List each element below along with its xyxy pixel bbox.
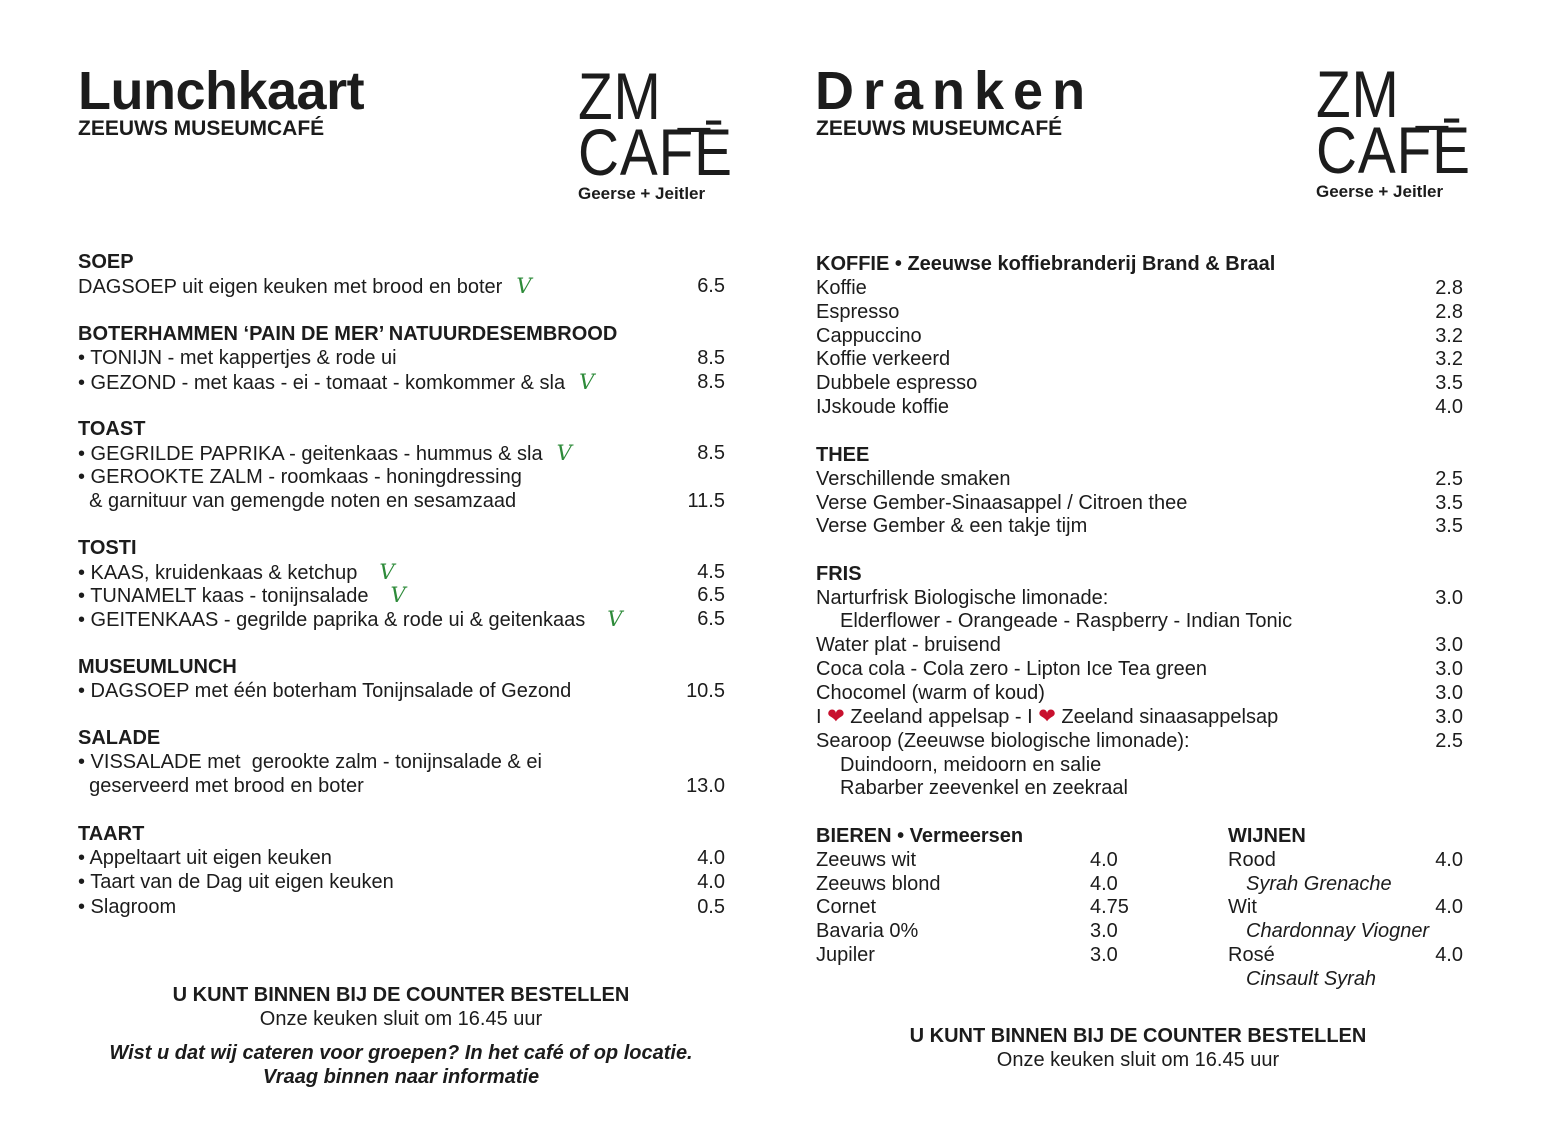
menu-item: IJskoude koffie <box>816 396 950 418</box>
item-label: • TONIJN - met kappertjes & rode ui <box>78 347 397 369</box>
item-price: 2.8 <box>1435 301 1463 323</box>
menu-item-sub: Rabarber zeevenkel en zeekraal <box>840 777 1128 799</box>
heart-icon: ❤ <box>1038 705 1056 728</box>
item-price: 3.5 <box>1435 372 1463 394</box>
vegetarian-icon: V <box>516 274 532 298</box>
logo-tagline: Geerse + Jeitler <box>578 184 706 203</box>
heart-icon: ❤ <box>827 705 845 728</box>
closing-time: Onze keuken sluit om 16.45 uur <box>996 1049 1280 1071</box>
item-price: 6.5 <box>697 608 725 630</box>
logo-line-1: ZM _ <box>578 59 711 133</box>
footer-left <box>60 983 742 1089</box>
item-label: • GEZOND - met kaas - ei - tomaat - komkommer & sla <box>78 372 566 394</box>
item-price: 4.0 <box>697 871 725 893</box>
item-price: 4.0 <box>1435 944 1463 966</box>
vegetarian-icon: V <box>579 370 595 394</box>
menu-item <box>78 607 622 632</box>
menu-item: • Slagroom <box>78 896 177 918</box>
menu-item: • DAGSOEP met één boterham Tonijnsalade of Gezond <box>78 680 572 702</box>
menu-item: • VISSALADE met gerookte zalm - tonijnsalade & ei <box>78 751 542 773</box>
item-price: 2.5 <box>1435 730 1463 752</box>
item-price: 3.0 <box>1435 658 1463 680</box>
menu-item: Verse Gember & een takje tijm <box>816 515 1088 537</box>
menu-item: Zeeuws wit <box>816 849 917 871</box>
logo-line-2: CAFĒ <box>578 115 733 189</box>
vegetarian-icon: V <box>390 583 406 607</box>
vegetarian-icon: V <box>607 607 623 631</box>
item-price: 3.2 <box>1435 325 1463 347</box>
menu-item <box>78 274 532 299</box>
menu-item-sub: Duindoorn, meidoorn en salie <box>840 754 1102 776</box>
item-price: 3.0 <box>1090 944 1118 966</box>
page-title-lunchkaart: Lunchkaart <box>78 61 365 121</box>
menu-item: Verschillende smaken <box>816 468 1011 490</box>
menu-item <box>78 370 594 395</box>
item-price: 4.0 <box>1090 873 1118 895</box>
menu-item: Chocomel (warm of koud) <box>816 682 1045 704</box>
section-heading-wijnen: WIJNEN <box>1228 825 1306 847</box>
item-price: 3.0 <box>1435 682 1463 704</box>
footer-right <box>838 1024 1438 1072</box>
item-label: • GEGRILDE PAPRIKA - geitenkaas - hummus & sla <box>78 443 543 465</box>
subtitle-left: ZEEUWS MUSEUMCAFÉ <box>78 117 325 140</box>
item-price: 0.5 <box>697 896 725 918</box>
vegetarian-icon: V <box>556 441 572 465</box>
menu-item: Rosé <box>1228 944 1275 966</box>
item-price: 6.5 <box>697 275 725 297</box>
menu-item-continued: geserveerd met brood en boter <box>78 775 364 797</box>
catering-notice: Wist u dat wij cateren voor groepen? In het café of op locatie. <box>109 1042 693 1064</box>
menu-item: Searoop (Zeeuwse biologische limonade): <box>816 730 1190 752</box>
item-price: 6.5 <box>697 584 725 606</box>
item-label: • TUNAMELT kaas - tonijnsalade <box>78 585 369 607</box>
item-price: 8.5 <box>697 442 725 464</box>
vegetarian-icon: V <box>379 560 395 584</box>
menu-item: Cappuccino <box>816 325 922 347</box>
menu-item: Bavaria 0% <box>816 920 919 942</box>
item-label: • GEITENKAAS - gegrilde paprika & rode ui & geitenkaas <box>78 609 586 631</box>
section-heading-museumlunch: MUSEUMLUNCH <box>78 656 237 678</box>
menu-item <box>78 560 395 585</box>
item-price: 3.2 <box>1435 348 1463 370</box>
logo-left <box>578 59 733 204</box>
menu-item: Water plat - bruisend <box>816 634 1001 656</box>
section-heading-fris: FRIS <box>816 563 862 585</box>
item-price: 2.5 <box>1435 468 1463 490</box>
menu-item-sub: Elderflower - Orangeade - Raspberry - Indian Tonic <box>840 610 1293 632</box>
menu-item: Zeeuws blond <box>816 873 941 895</box>
menu-item: Rood <box>1228 849 1276 871</box>
menu-item: Jupiler <box>816 944 875 966</box>
item-label: • KAAS, kruidenkaas & ketchup <box>78 562 358 584</box>
item-price: 4.0 <box>697 847 725 869</box>
item-price: 3.0 <box>1435 706 1463 728</box>
wine-grape: Cinsault Syrah <box>1246 968 1377 990</box>
closing-time: Onze keuken sluit om 16.45 uur <box>259 1008 543 1030</box>
menu-item <box>816 705 1278 729</box>
catering-info: Vraag binnen naar informatie <box>262 1066 540 1088</box>
page-title-dranken: Dranken <box>815 61 1095 121</box>
item-price: 4.5 <box>697 561 725 583</box>
item-price: 13.0 <box>686 775 725 797</box>
menu-item: Verse Gember-Sinaasappel / Citroen thee <box>816 492 1188 514</box>
item-price: 4.0 <box>1435 849 1463 871</box>
item-price: 4.0 <box>1090 849 1118 871</box>
item-price: 11.5 <box>687 490 725 512</box>
item-label-part: I <box>816 706 822 728</box>
item-label-part: Zeeland sinaasappelsap <box>1061 706 1279 728</box>
item-label: DAGSOEP uit eigen keuken met brood en boter <box>78 276 503 298</box>
item-label-part: Zeeland appelsap - I <box>850 706 1033 728</box>
menu-item: Espresso <box>816 301 900 323</box>
item-price: 2.8 <box>1435 277 1463 299</box>
item-price: 4.0 <box>1435 396 1463 418</box>
section-heading-taart: TAART <box>78 823 145 845</box>
section-heading-thee: THEE <box>816 444 870 466</box>
item-price: 3.0 <box>1435 587 1463 609</box>
order-notice: U KUNT BINNEN BIJ DE COUNTER BESTELLEN <box>909 1025 1367 1047</box>
item-price: 3.0 <box>1435 634 1463 656</box>
section-heading-salade: SALADE <box>78 727 161 749</box>
section-heading-bieren: BIEREN • Vermeersen <box>816 825 1024 847</box>
item-price: 3.0 <box>1090 920 1118 942</box>
item-price: 3.5 <box>1435 492 1463 514</box>
item-price: 4.0 <box>1435 896 1463 918</box>
wine-grape: Syrah Grenache <box>1246 873 1392 895</box>
menu-item: Wit <box>1228 896 1257 918</box>
order-notice: U KUNT BINNEN BIJ DE COUNTER BESTELLEN <box>172 984 630 1006</box>
logo-line-2: CAFĒ <box>1316 113 1471 187</box>
item-price: 3.5 <box>1435 515 1463 537</box>
menu-item-continued: & garnituur van gemengde noten en sesamzaad <box>78 490 517 512</box>
menu-item: • Taart van de Dag uit eigen keuken <box>78 871 394 893</box>
menu-item <box>78 583 406 608</box>
section-heading-tosti: TOSTI <box>78 537 137 559</box>
section-heading-soep: SOEP <box>78 251 134 273</box>
wine-grape: Chardonnay Viogner <box>1246 920 1430 942</box>
menu-item: Coca cola - Cola zero - Lipton Ice Tea green <box>816 658 1207 680</box>
menu-item <box>78 441 572 466</box>
section-heading-koffie: KOFFIE • Zeeuwse koffiebranderij Brand & Braal <box>816 253 1276 275</box>
menu-item: Koffie <box>816 277 867 299</box>
section-heading-toast: TOAST <box>78 418 146 440</box>
item-price: 8.5 <box>697 347 725 369</box>
section-heading-boterhammen: BOTERHAMMEN ‘PAIN DE MER’ NATUURDESEMBROOD <box>78 323 618 345</box>
logo-line-1: ZM _ <box>1316 57 1449 131</box>
menu-item: Narturfrisk Biologische limonade: <box>816 587 1109 609</box>
item-price: 4.75 <box>1090 896 1129 918</box>
menu-item: Dubbele espresso <box>816 372 978 394</box>
menu-item: Cornet <box>816 896 877 918</box>
menu-item: • GEROOKTE ZALM - roomkaas - honingdressing <box>78 466 522 488</box>
menu-item: • Appeltaart uit eigen keuken <box>78 847 332 869</box>
item-price: 10.5 <box>686 680 725 702</box>
menu-item <box>78 346 397 370</box>
logo-right <box>1316 57 1471 202</box>
item-price: 8.5 <box>697 371 725 393</box>
menu-item: Koffie verkeerd <box>816 348 951 370</box>
subtitle-right: ZEEUWS MUSEUMCAFÉ <box>816 117 1063 140</box>
logo-tagline: Geerse + Jeitler <box>1316 182 1444 201</box>
